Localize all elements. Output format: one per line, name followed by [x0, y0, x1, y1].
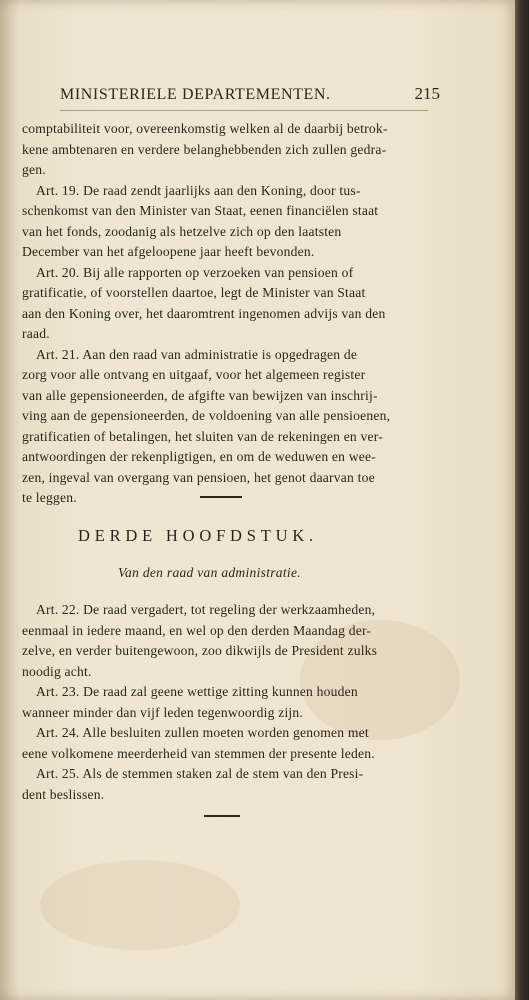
text-line: raad.	[22, 326, 50, 341]
article-24-line: Art. 24. Alle besluiten zullen moeten worden genomen met	[36, 725, 369, 740]
chapter-title: DERDE HOOFDSTUK.	[78, 526, 318, 545]
chapter-subtitle: Van den raad van administratie.	[118, 565, 301, 580]
section-divider	[200, 496, 242, 498]
article-21-line: Art. 21. Aan den raad van administratie is opgedragen de	[36, 346, 358, 362]
text-line: van alle gepensioneerden, de afgifte van bewijzen van inschrij-	[22, 387, 378, 403]
text-line: December van het afgeloopene jaar heeft bevonden.	[22, 244, 315, 259]
text-line: comptabiliteit voor, overeenkomstig welken al de daarbij betrok-	[22, 121, 388, 136]
page-header	[60, 84, 440, 110]
page-number: 215	[414, 84, 440, 103]
text-line: schenkomst van den Minister van Staat, eenen financiëlen staat	[22, 203, 379, 218]
running-title: MINISTERIELE DEPARTEMENTEN.	[60, 86, 331, 103]
article-25-line: Art. 25. Als de stemmen staken zal de stem van den Presi-	[36, 766, 364, 781]
text-line: kene ambtenaren en verdere belanghebbenden zich zullen gedra-	[22, 141, 387, 157]
body-text-section-1	[22, 119, 416, 509]
article-22-line: Art. 22. De raad vergadert, tot regeling der werkzaamheden,	[36, 602, 376, 617]
text-line: te leggen.	[22, 490, 77, 505]
text-line: eene volkomene meerderheid van stemmen der presente leden.	[22, 745, 375, 761]
text-line: dent beslissen.	[22, 786, 105, 802]
text-line: van het fonds, zoodanig als hetzelve zich op den laatsten	[22, 223, 342, 239]
text-line: aan den Koning over, het daaromtrent ingenomen advijs van den	[22, 305, 386, 321]
text-line: gratificatien of betalingen, het sluiten van de rekeningen en ver-	[22, 428, 383, 444]
text-line: zorg voor alle ontvang en uitgaaf, voor het algemeen register	[22, 367, 366, 382]
paper-stain	[40, 860, 240, 950]
text-line: ving aan de gepensioneerden, de voldoening van alle pensioenen,	[22, 408, 391, 423]
header-rule	[60, 110, 428, 111]
text-line: gen.	[22, 162, 46, 177]
text-line: noodig acht.	[22, 663, 92, 679]
text-line: zelve, en verder buitengewoon, zoo dikwijls de President zulks	[22, 643, 378, 658]
text-line: antwoordingen der rekenpligtigen, en om de weduwen en wee-	[22, 449, 376, 464]
text-line: wanneer minder dan vijf leden tegenwoordig zijn.	[22, 704, 304, 720]
end-divider	[204, 815, 240, 817]
text-line: gratificatie, of voorstellen daartoe, legt de Minister van Staat	[22, 285, 366, 300]
article-19-line: Art. 19. De raad zendt jaarlijks aan den Koning, door tus-	[36, 182, 361, 198]
body-text-section-2	[22, 600, 416, 805]
text-line: zen, ingeval van overgang van pensioen, het genot daarvan toe	[22, 469, 375, 485]
article-20-line: Art. 20. Bij alle rapporten op verzoeken van pensioen of	[36, 264, 354, 280]
article-23-line: Art. 23. De raad zal geene wettige zitting kunnen houden	[36, 684, 358, 699]
text-line: eenmaal in iedere maand, en wel op den derden Maandag der-	[22, 622, 372, 638]
book-spine-edge	[515, 0, 529, 1000]
